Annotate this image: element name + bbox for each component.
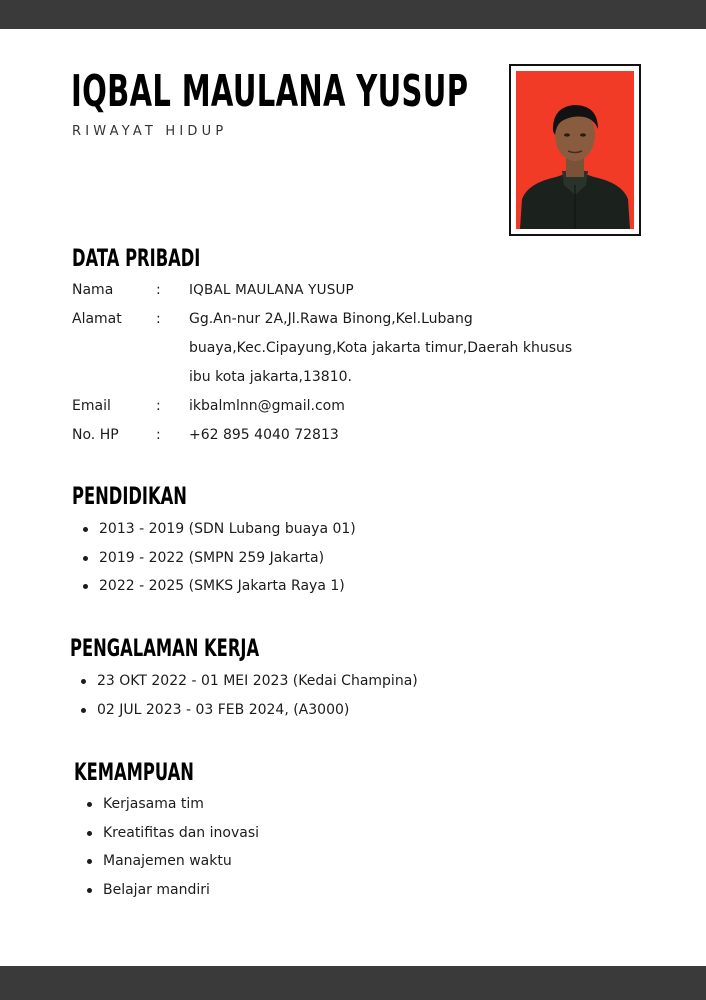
section-title-pengalaman-kerja: PENGALAMAN KERJA xyxy=(70,634,260,662)
list-item: Kreatifitas dan inovasi xyxy=(85,819,259,848)
list-item: 2013 - 2019 (SDN Lubang buaya 01) xyxy=(81,515,356,544)
field-value: IQBAL MAULANA YUSUP xyxy=(189,282,354,298)
kemampuan-list xyxy=(85,790,259,905)
document-subtitle: RIWAYAT HIDUP xyxy=(72,124,228,139)
list-item: 02 JUL 2023 - 03 FEB 2024, (A3000) xyxy=(79,696,418,725)
field-label: Email xyxy=(72,398,111,414)
field-separator: : xyxy=(156,398,161,414)
list-item: 23 OKT 2022 - 01 MEI 2023 (Kedai Champina) xyxy=(79,667,418,696)
list-item: Kerjasama tim xyxy=(85,790,259,819)
list-item: 2019 - 2022 (SMPN 259 Jakarta) xyxy=(81,544,356,573)
field-separator: : xyxy=(156,427,161,443)
field-separator: : xyxy=(156,311,161,327)
person-portrait-illustration xyxy=(516,71,634,229)
field-label: Nama xyxy=(72,282,114,298)
field-separator: : xyxy=(156,282,161,298)
person-name: IQBAL MAULANA YUSUP xyxy=(71,66,469,117)
field-value: ikbalmlnn@gmail.com xyxy=(189,398,345,414)
pengalaman-list xyxy=(79,667,418,724)
field-value: +62 895 4040 72813 xyxy=(189,427,339,443)
top-bar xyxy=(0,0,706,29)
section-title-kemampuan: KEMAMPUAN xyxy=(74,758,194,786)
address-line: ibu kota jakarta,13810. xyxy=(189,369,352,385)
address-line: buaya,Kec.Cipayung,Kota jakarta timur,Daerah khusus xyxy=(189,340,573,356)
field-label: No. HP xyxy=(72,427,119,443)
address-line: Gg.An-nur 2A,Jl.Rawa Binong,Kel.Lubang xyxy=(189,311,473,327)
profile-photo xyxy=(516,71,634,229)
list-item: 2022 - 2025 (SMKS Jakarta Raya 1) xyxy=(81,572,356,601)
section-title-pendidikan: PENDIDIKAN xyxy=(72,482,187,510)
pendidikan-list xyxy=(81,515,356,601)
bottom-bar xyxy=(0,966,706,1000)
profile-photo-frame xyxy=(509,64,641,236)
field-label: Alamat xyxy=(72,311,122,327)
list-item: Belajar mandiri xyxy=(85,876,259,905)
section-title-data-pribadi: DATA PRIBADI xyxy=(72,244,201,272)
list-item: Manajemen waktu xyxy=(85,847,259,876)
